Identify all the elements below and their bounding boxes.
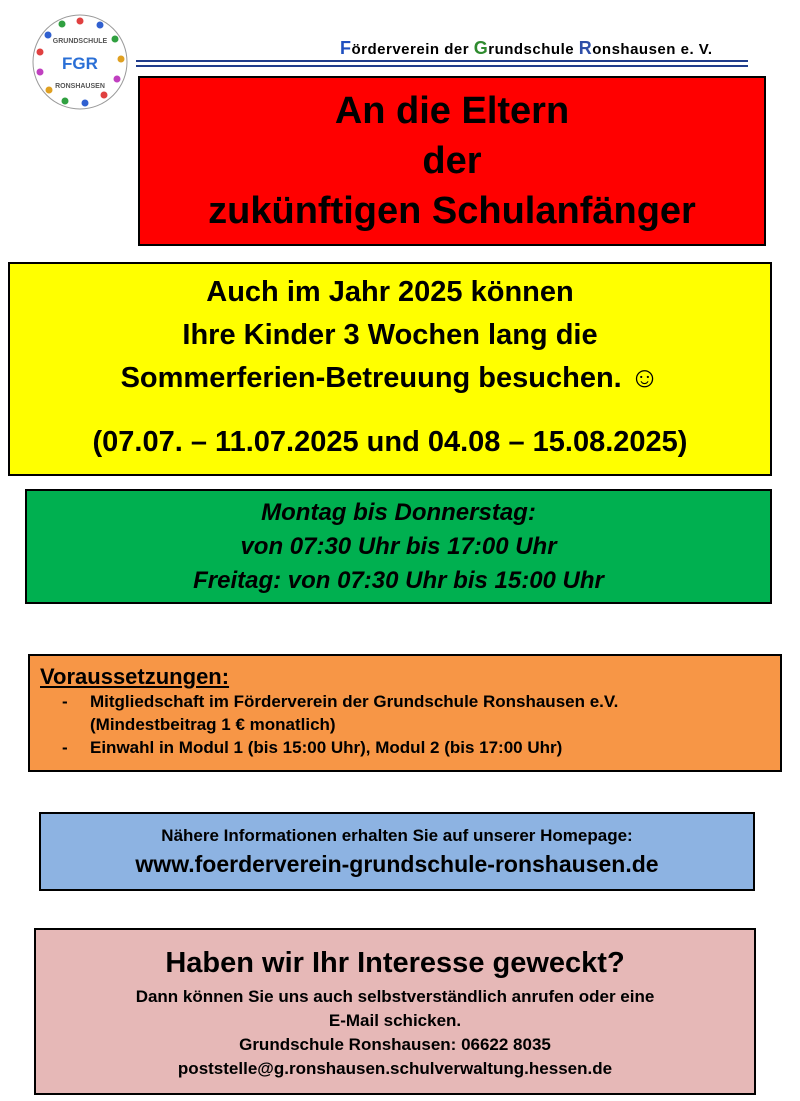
requirement-item [40,736,780,759]
announcement-box [8,262,772,476]
requirements-heading: Voraussetzungen: [40,664,230,689]
headline-line: zukünftigen Schulanfänger [208,190,696,232]
requirement-subtext [40,713,780,736]
header-rule [136,65,748,67]
announcement-line: Sommerferien-Betreuung besuchen. ☺ [120,362,660,394]
announcement-line: Auch im Jahr 2025 können [206,276,574,308]
contact-heading: Haben wir Ihr Interesse geweckt? [165,946,625,979]
header-initial-f: F [340,38,352,58]
header-rule [136,60,748,62]
info-text: Nähere Informationen erhalten Sie auf unserer Homepage: [161,825,633,845]
requirement-note: (Mindestbeitrag 1 € monatlich) [90,715,336,734]
header-text-part: örderverein der [351,41,474,58]
logo-initials: FGR [62,54,98,73]
header-initial-g: G [473,38,489,58]
header-text-part: rundschule [488,41,579,58]
requirement-text: Mitgliedschaft im Förderverein der Grundschule Ronshausen e.V. [90,692,619,711]
announcement-line: Ihre Kinder 3 Wochen lang die [182,319,598,351]
contact-box [34,928,756,1095]
logo-ring-top: GRUNDSCHULE [52,38,108,45]
contact-line: Dann können Sie uns auch selbstverständlich anrufen oder eine [135,986,655,1006]
contact-email[interactable]: poststelle@g.ronshausen.schulverwaltung.hessen.de [177,1058,613,1078]
homepage-link[interactable]: www.foerderverein-grundschule-ronshausen.de [135,850,659,877]
hours-line: von 07:30 Uhr bis 17:00 Uhr [240,532,557,560]
headline-line: An die Eltern [334,90,570,132]
header-text-part: onshausen e. V. [592,41,713,58]
header-initial-r: R [578,38,593,58]
bullet-dash: - [62,692,68,711]
opening-hours-box [25,489,772,604]
hours-line: Freitag: von 07:30 Uhr bis 15:00 Uhr [193,566,604,594]
headline-box [138,76,766,246]
association-name [340,38,750,59]
dates-line: (07.07. – 11.07.2025 und 04.08 – 15.08.2025) [92,426,688,458]
contact-phone: Grundschule Ronshausen: 06622 8035 [239,1034,551,1054]
requirements-box [28,654,782,772]
requirement-text: Einwahl in Modul 1 (bis 15:00 Uhr), Modul 2 (bis 17:00 Uhr) [90,738,563,757]
info-box [39,812,755,891]
bullet-dash: - [62,738,68,757]
requirement-item [40,690,780,713]
contact-line: E-Mail schicken. [328,1010,462,1030]
hours-line: Montag bis Donnerstag: [261,498,536,526]
school-logo [30,12,130,112]
headline-line: der [422,140,482,182]
logo-ring-side: RONSHAUSEN [55,83,105,90]
